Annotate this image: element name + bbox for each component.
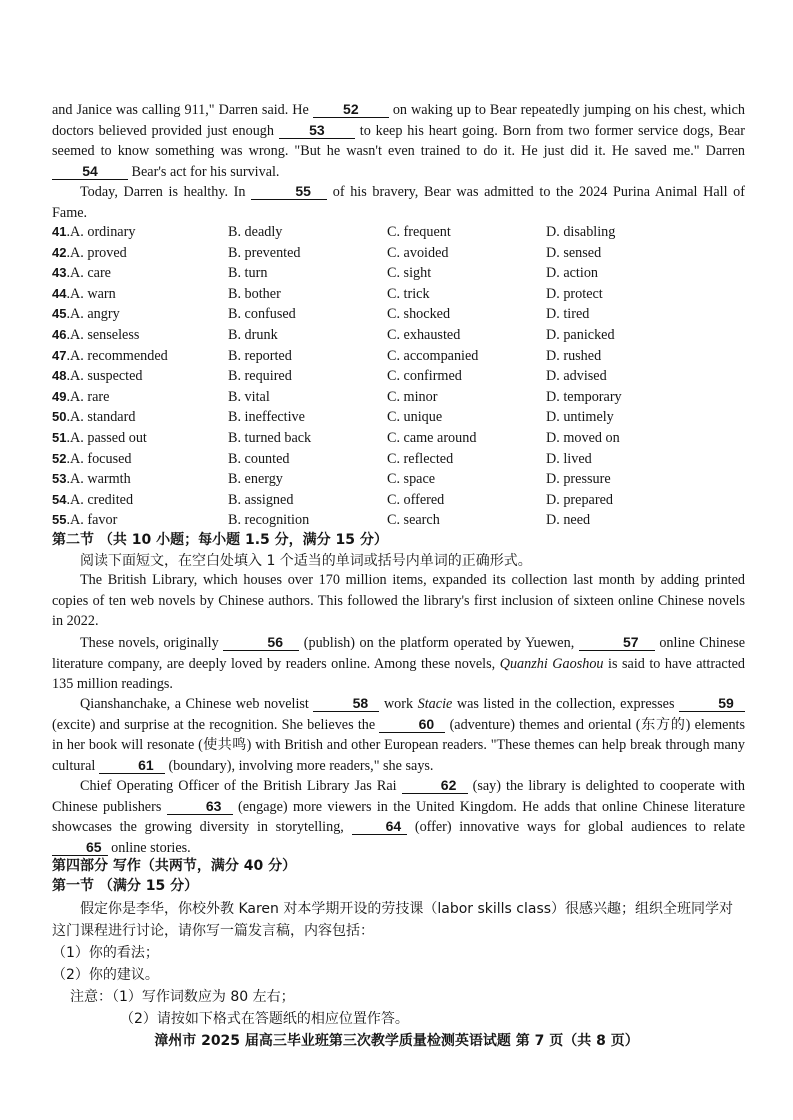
question-number: 42 <box>52 244 67 260</box>
option-a-text: .A. warmth <box>66 471 131 488</box>
blank-54: 54 <box>52 164 128 180</box>
question-number: 54 <box>52 491 67 507</box>
option-row <box>52 263 745 284</box>
text: was listed in the collection, expresses <box>456 696 675 712</box>
option-b: B. turned back <box>228 429 312 446</box>
blank-60: 60 <box>379 717 445 733</box>
option-a <box>52 284 228 305</box>
page-footer: 漳州市 2025 届高三毕业班第三次教学质量检测英语试题 第 7 页（共 8 页） <box>154 1033 639 1049</box>
option-d: D. panicked <box>546 326 615 343</box>
option-d: D. need <box>546 512 591 529</box>
option-a <box>52 346 228 367</box>
text: is said to have attracted 135 million readings. <box>52 655 746 692</box>
option-b: B. energy <box>228 471 283 488</box>
question-number: 50 <box>52 409 67 425</box>
part4-subheading <box>52 876 198 897</box>
passage-paragraph-end <box>52 100 745 182</box>
text: of his bravery, Bear was admitted to the 2024 Purina Animal Hall of Fame. <box>52 184 745 221</box>
writing-note-2: （2）请按如下格式在答题纸的相应位置作答。 <box>120 1011 409 1027</box>
blank-65: 65 <box>52 840 108 856</box>
option-a <box>52 304 228 325</box>
text: (offer) innovative ways for global audiences to relate <box>414 819 746 835</box>
option-a <box>52 243 228 264</box>
option-a <box>52 263 228 284</box>
text: (engage) more viewers in the United Kingdom. He adds that online Chinese literature showcases the growing diversity in storytelling, <box>52 798 746 835</box>
text: (boundary), involving more readers," she says. <box>168 757 434 774</box>
text: to keep his heart going. Born from two former service dogs, Bear seemed to know something was wrong. "But he wasn't even trained to do it. He just did it. He saved me." Darren <box>52 122 746 159</box>
option-a-text: .A. focused <box>66 450 132 467</box>
option-a-text: .A. favor <box>66 512 118 529</box>
option-b: B. confused <box>228 306 296 323</box>
text: Bear's act for his survival. <box>131 163 280 180</box>
question-number: 44 <box>52 285 67 301</box>
part4-heading <box>52 856 296 877</box>
section-heading <box>52 530 388 551</box>
question-number: 51 <box>52 429 67 445</box>
option-c: C. reflected <box>387 450 454 467</box>
option-a-text: .A. senseless <box>66 326 140 343</box>
option-d: D. pressure <box>546 471 611 488</box>
option-a-text: .A. care <box>66 265 111 282</box>
option-c: C. accompanied <box>387 347 479 364</box>
option-a-text: .A. recommended <box>66 347 168 364</box>
option-b: B. assigned <box>228 491 294 508</box>
blank-55: 55 <box>251 184 327 200</box>
option-d: D. prepared <box>546 491 613 508</box>
option-c: C. search <box>387 512 440 529</box>
text: Chief Operating Officer of the British Library Jas Rai <box>80 778 397 794</box>
option-d: D. tired <box>546 306 590 323</box>
blank-57: 57 <box>579 635 655 651</box>
blank-61: 61 <box>99 758 165 774</box>
option-b: B. vital <box>228 388 270 405</box>
option-c: C. exhausted <box>387 326 461 343</box>
option-b: B. reported <box>228 347 292 364</box>
question-number: 48 <box>52 368 67 384</box>
option-a-text: .A. passed out <box>66 429 147 446</box>
option-c: C. minor <box>387 388 438 405</box>
section-instruction: 阅读下面短文，在空白处填入 1 个适当的单词或括号内单词的正确形式。 <box>80 553 532 569</box>
blank-63: 63 <box>167 799 233 815</box>
writing-item-2: （2）你的建议。 <box>52 967 159 983</box>
passage2-paragraph-4 <box>52 776 745 858</box>
blank-53: 53 <box>279 123 355 139</box>
text: Qianshanchake, a Chinese web novelist <box>80 696 309 712</box>
option-c: C. shocked <box>387 306 451 323</box>
option-c: C. confirmed <box>387 368 462 385</box>
subsection-title: 第一节 （满分 15 分） <box>52 878 199 894</box>
question-number: 45 <box>52 306 67 322</box>
option-a <box>52 469 228 490</box>
passage2-paragraph-2 <box>52 633 745 695</box>
option-b: B. turn <box>228 265 268 282</box>
option-c: C. unique <box>387 409 443 426</box>
option-a-text: .A. proved <box>66 244 127 261</box>
option-row <box>52 407 745 428</box>
option-a-text: .A. standard <box>66 409 136 426</box>
option-a-text: .A. ordinary <box>66 224 136 240</box>
option-a <box>52 325 228 346</box>
option-row <box>52 243 745 264</box>
option-c: C. trick <box>387 285 430 302</box>
text: (adventure) themes and oriental (东方的) elements in her book will resonate (使共鸣) with British and other European readers. "These themes can help break through many cultural <box>52 716 745 774</box>
option-row <box>52 510 745 531</box>
question-number: 47 <box>52 347 67 363</box>
option-a-text: .A. suspected <box>66 368 143 385</box>
option-a <box>52 449 228 470</box>
option-d: D. protect <box>546 285 603 302</box>
blank-59: 59 <box>679 696 745 712</box>
option-c: C. came around <box>387 429 477 446</box>
question-number: 46 <box>52 326 67 342</box>
option-row <box>52 284 745 305</box>
blank-56: 56 <box>223 635 299 651</box>
option-d: D. sensed <box>546 244 602 261</box>
option-a-text: .A. angry <box>66 306 120 323</box>
option-a <box>52 407 228 428</box>
text: Today, Darren is healthy. In <box>80 184 246 200</box>
option-row <box>52 325 745 346</box>
blank-52: 52 <box>313 102 389 118</box>
option-b: B. prevented <box>228 244 301 261</box>
option-a <box>52 366 228 387</box>
options-table <box>52 222 745 531</box>
option-row <box>52 428 745 449</box>
blank-62: 62 <box>402 778 468 794</box>
text: These novels, originally <box>80 635 219 651</box>
blank-64: 64 <box>352 819 408 835</box>
option-b: B. bother <box>228 285 281 302</box>
option-b: B. deadly <box>228 224 283 240</box>
option-a-text: .A. warn <box>66 285 116 302</box>
option-row <box>52 222 745 243</box>
option-row <box>52 449 745 470</box>
option-c: C. sight <box>387 265 432 282</box>
option-row <box>52 490 745 511</box>
text: work <box>383 696 414 712</box>
question-number: 49 <box>52 388 67 404</box>
option-d: D. moved on <box>546 429 620 446</box>
text: online stories. <box>111 839 191 856</box>
question-number: 53 <box>52 471 67 487</box>
writing-item-1: （1）你的看法； <box>52 945 159 961</box>
option-c: C. space <box>387 471 436 488</box>
passage-paragraph-today <box>52 182 745 223</box>
blank-58: 58 <box>313 696 379 712</box>
novel-title: Quanzhi Gaoshou <box>499 655 604 672</box>
option-a <box>52 490 228 511</box>
passage2-paragraph-3 <box>52 694 745 776</box>
text: (excite) and surprise at the recognition. She believes the <box>52 716 376 733</box>
question-number: 52 <box>52 450 67 466</box>
option-d: D. lived <box>546 450 592 467</box>
option-b: B. drunk <box>228 326 278 343</box>
passage2-paragraph-1: The British Library, which houses over 170 million items, expanded its collection last month by adding printed copies of ten web novels by Chinese authors. This followed the library's first inclusion of sixteen online Chinese novels in 2022. <box>52 572 745 629</box>
part-title: 第四部分 写作（共两节，满分 40 分） <box>52 858 297 874</box>
text: and Janice was calling 911," Darren said. He <box>52 102 309 118</box>
option-b: B. ineffective <box>228 409 305 426</box>
option-a <box>52 222 228 243</box>
option-b: B. required <box>228 368 292 385</box>
writing-note-1: 注意：（1）写作词数应为 80 左右； <box>70 989 295 1005</box>
option-c: C. offered <box>387 491 445 508</box>
text: (publish) on the platform operated by Yuewen, <box>303 635 575 651</box>
option-row <box>52 387 745 408</box>
writing-prompt: 假定你是李华，你校外教 Karen 对本学期开设的劳技课（labor skills class）很感兴趣；组织全班同学对这门课程进行讨论，请你写一篇发言稿，内容包括： <box>52 901 734 939</box>
option-a-text: .A. rare <box>66 388 110 405</box>
text: online Chinese literature company, are deeply loved by readers online. Among these novels, <box>52 635 746 672</box>
question-number: 43 <box>52 265 67 281</box>
option-a-text: .A. credited <box>66 491 134 508</box>
option-row <box>52 469 745 490</box>
option-d: D. advised <box>546 368 607 385</box>
option-b: B. recognition <box>228 512 310 529</box>
option-d: D. temporary <box>546 388 622 405</box>
option-c: C. frequent <box>387 224 451 240</box>
option-d: D. disabling <box>546 224 616 240</box>
section-title: 第二节 （共 10 小题；每小题 1.5 分，满分 15 分） <box>52 532 388 548</box>
question-number: 55 <box>52 512 67 528</box>
option-b: B. counted <box>228 450 290 467</box>
option-row <box>52 366 745 387</box>
option-d: D. action <box>546 265 599 282</box>
option-a <box>52 510 228 531</box>
option-d: D. rushed <box>546 347 602 364</box>
option-c: C. avoided <box>387 244 449 261</box>
text: (say) the library is delighted to cooperate with Chinese publishers <box>52 778 746 815</box>
question-number: 41 <box>52 224 67 239</box>
work-title: Stacie <box>417 696 453 712</box>
option-a <box>52 387 228 408</box>
option-d: D. untimely <box>546 409 614 426</box>
option-row <box>52 346 745 367</box>
option-a <box>52 428 228 449</box>
text: on waking up to Bear repeatedly jumping on his chest, which doctors believed provided just enough <box>52 102 746 139</box>
option-row <box>52 304 745 325</box>
